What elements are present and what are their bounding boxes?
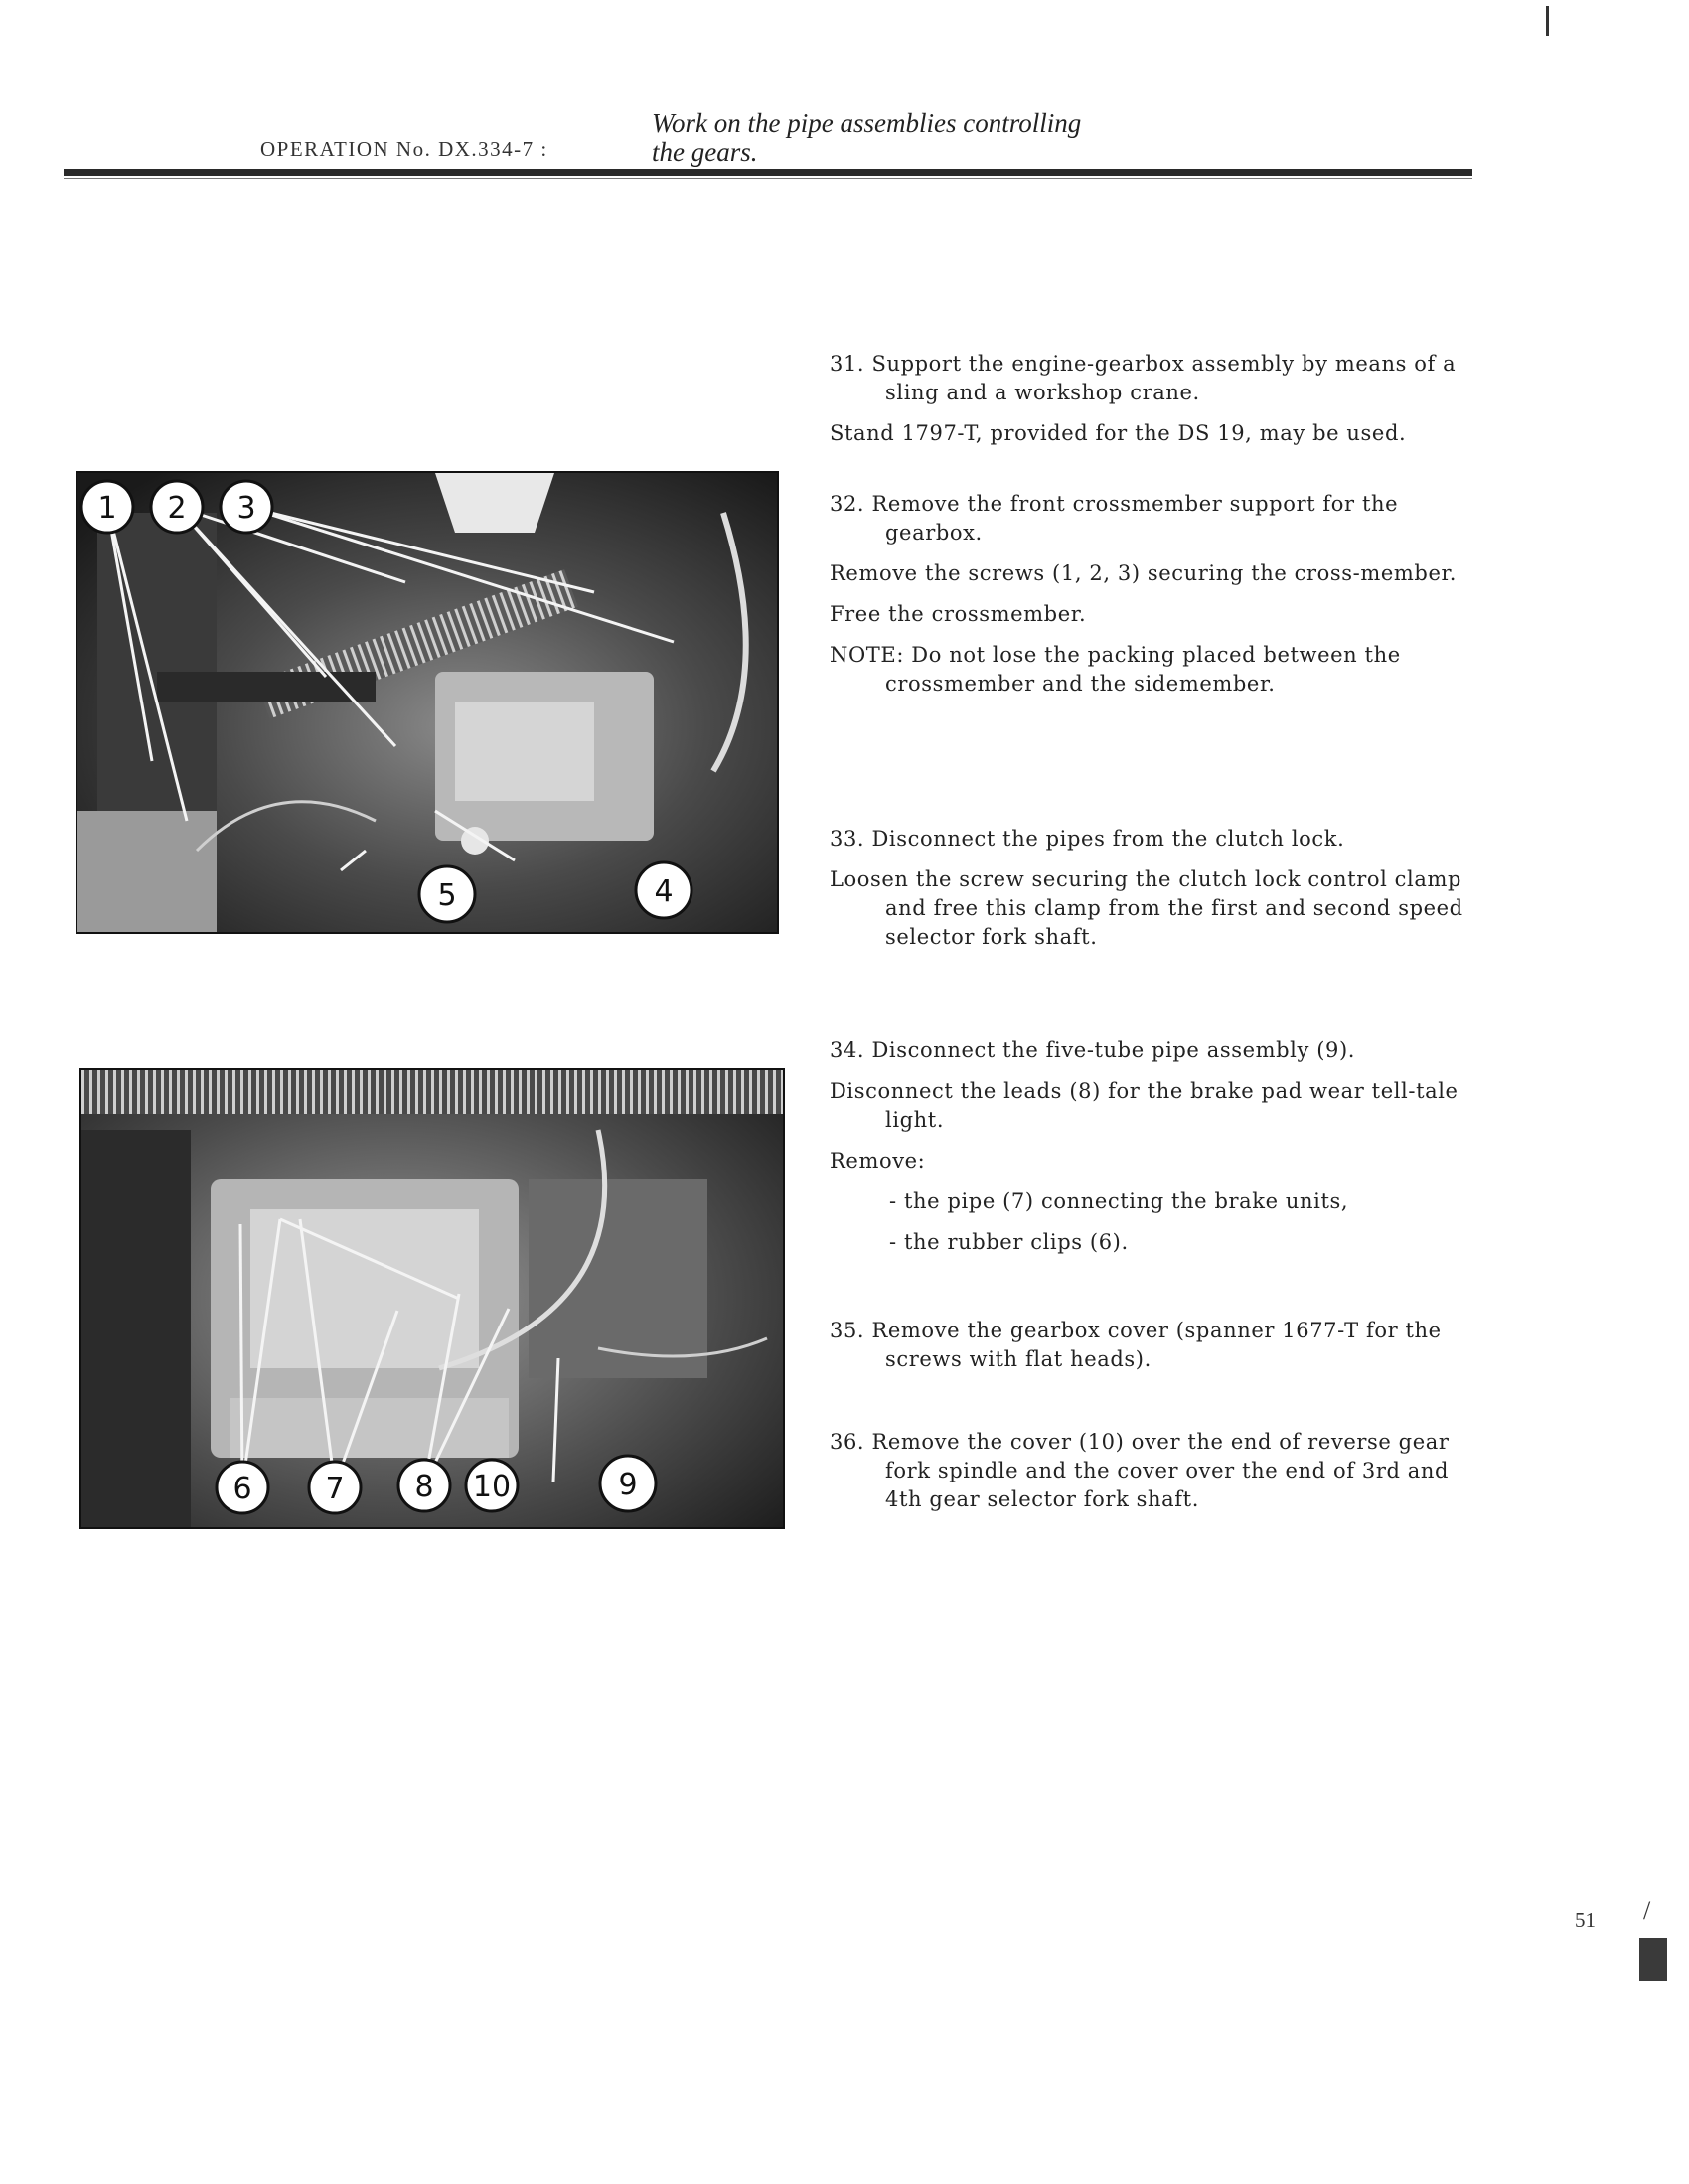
page-title-line-2: the gears. (652, 137, 758, 167)
step-35 (830, 1317, 1485, 1374)
scan-mark (1546, 6, 1549, 36)
page-mark: / (1643, 1896, 1651, 1925)
step-32-line-3: Free the crossmember. (830, 602, 1087, 626)
page-title (652, 109, 1081, 167)
callout-1 (81, 481, 133, 533)
svg-text:2: 2 (167, 491, 187, 526)
step-34-bullet-2: - the rubber clips (6). (889, 1230, 1129, 1254)
svg-text:1: 1 (97, 491, 117, 526)
operation-number: OPERATION No. DX.334-7 : (260, 137, 548, 161)
step-31-text: 31. Support the engine-gearbox assembly by means of a sling and a workshop crane. (830, 352, 1457, 404)
step-36-text: 36. Remove the cover (10) over the end of reverse gear fork spindle and the cover over the end of 3rd and 4th gear selector fork shaft. (830, 1430, 1450, 1511)
step-31 (830, 350, 1485, 448)
header-rule (64, 169, 1472, 176)
page-number: 51 (1575, 1908, 1596, 1932)
header-rule-thin (64, 178, 1472, 179)
engine-photo-1 (76, 471, 779, 934)
callout-10 (466, 1460, 518, 1511)
step-32-text: 32. Remove the front crossmember support for the gearbox. (830, 492, 1399, 545)
corner-scan-mark (1639, 1938, 1667, 1981)
callout-9 (600, 1456, 656, 1511)
svg-text:7: 7 (325, 1472, 345, 1506)
svg-text:8: 8 (414, 1470, 434, 1504)
callout-4 (636, 862, 691, 918)
page-title-line-1: Work on the pipe assemblies controlling (652, 108, 1082, 138)
step-33 (830, 825, 1485, 952)
callout-2 (151, 481, 203, 533)
step-35-text: 35. Remove the gearbox cover (spanner 1677-T for the screws with flat heads). (830, 1319, 1442, 1371)
svg-text:4: 4 (654, 874, 674, 909)
callout-3 (221, 481, 272, 533)
svg-text:10: 10 (472, 1470, 512, 1504)
callout-6 (217, 1462, 268, 1513)
engine-photo-2 (79, 1068, 785, 1529)
step-34-line-2: Disconnect the leads (8) for the brake pad wear tell-tale light. (830, 1079, 1459, 1132)
spring-sleeve-top (81, 1070, 783, 1114)
step-33-line-2: Loosen the screw securing the clutch lock control clamp and free this clamp from the first and second speed selector fork shaft. (830, 867, 1463, 949)
engine-photo-2-drawing (81, 1070, 783, 1527)
fan-shroud (435, 473, 554, 533)
step-32-note: NOTE: Do not lose the packing placed between the crossmember and the sidemember. (830, 643, 1401, 696)
step-32 (830, 490, 1485, 699)
callout-5 (419, 866, 475, 922)
step-33-text: 33. Disconnect the pipes from the clutch lock. (830, 827, 1345, 851)
step-31-note: Stand 1797-T, provided for the DS 19, may be used. (830, 421, 1407, 445)
step-34-remove: Remove: (830, 1149, 926, 1172)
engine-photo-1-drawing (77, 473, 777, 932)
step-34-bullet-1: - the pipe (7) connecting the brake units, (889, 1189, 1349, 1213)
svg-text:6: 6 (232, 1472, 252, 1506)
svg-text:5: 5 (437, 878, 457, 913)
svg-text:9: 9 (618, 1468, 638, 1502)
step-32-line-2: Remove the screws (1, 2, 3) securing the cross-member. (830, 561, 1458, 585)
step-34 (830, 1036, 1485, 1257)
callout-7 (309, 1462, 361, 1513)
step-34-text: 34. Disconnect the five-tube pipe assembly (9). (830, 1038, 1356, 1062)
step-36 (830, 1428, 1485, 1514)
svg-text:3: 3 (236, 491, 256, 526)
callout-8 (398, 1460, 450, 1511)
